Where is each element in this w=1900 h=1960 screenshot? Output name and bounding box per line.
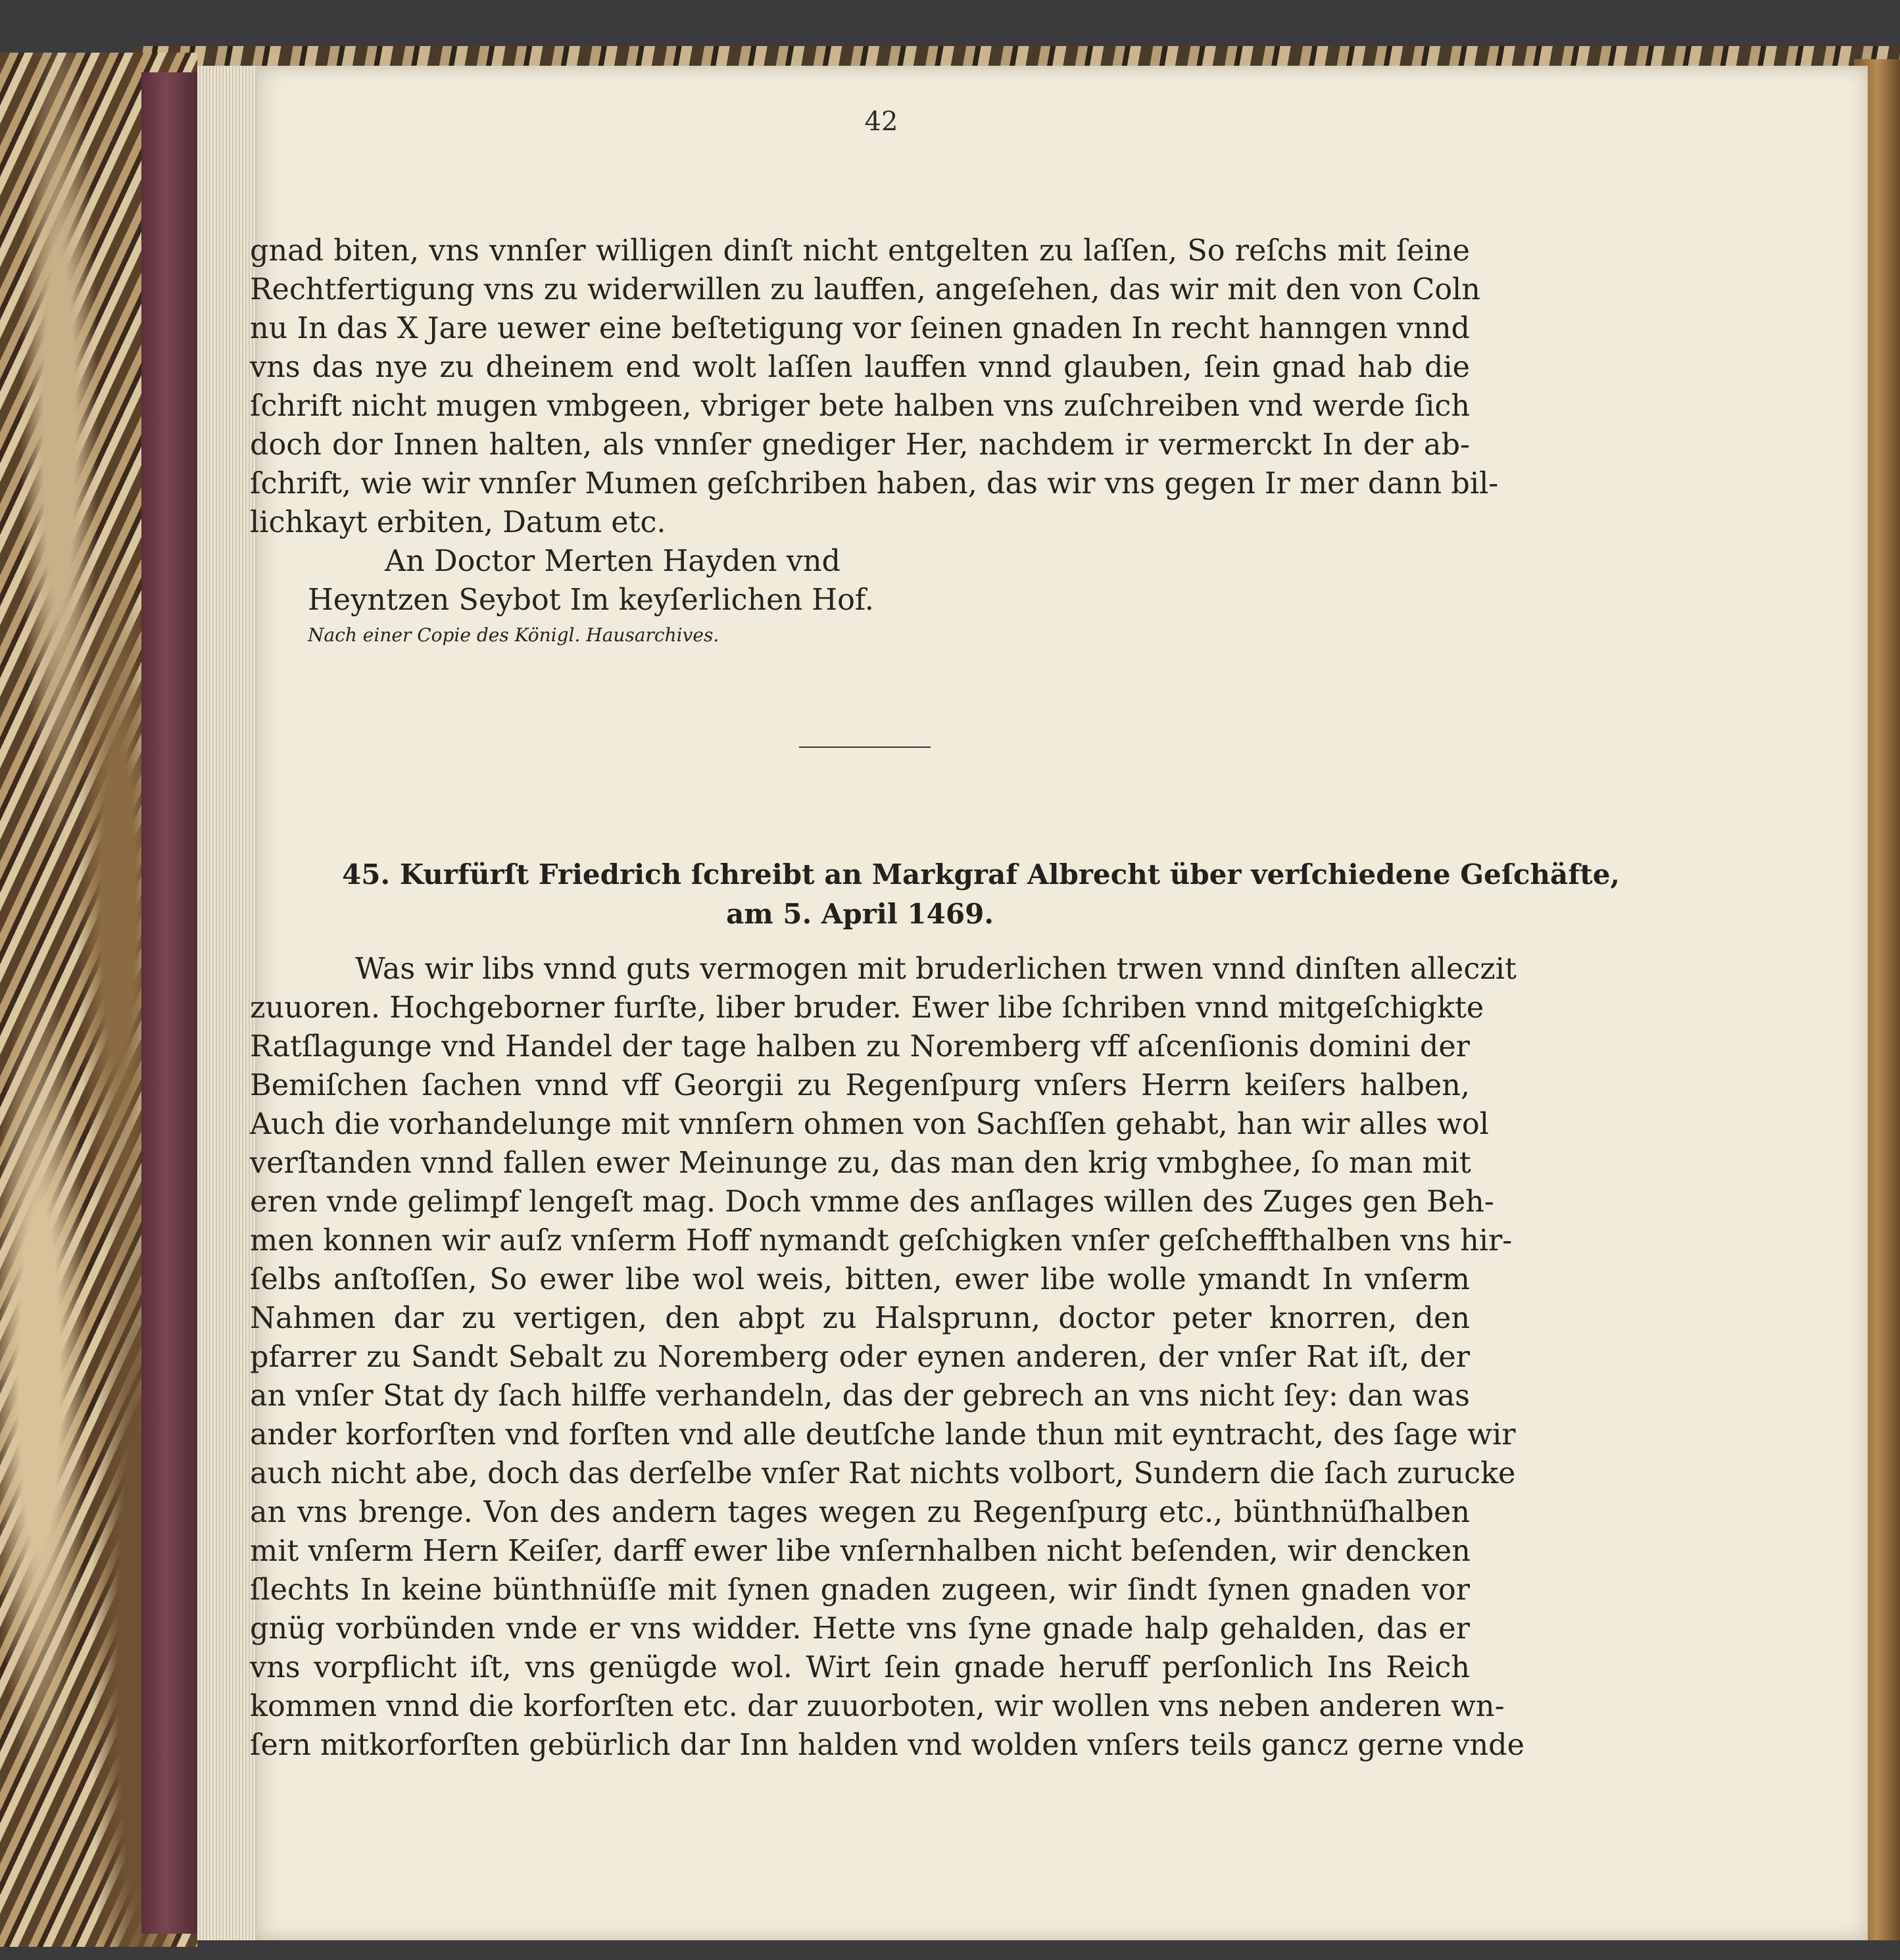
text-line: Nahmen dar zu vertigen, den abpt zu Halsprunn, doctor peter knorren, den <box>250 1302 1470 1335</box>
text-line: doch dor Innen halten, als vnnſer gnediger Her, nachdem ir vermerckt In der ab- <box>250 428 1470 462</box>
text-line: zuuoren. Hochgeborner furſte, liber bruder. Ewer libe ſchriben vnnd mitgeſchigkte <box>250 991 1484 1025</box>
text-line: an vns brenge. Von des andern tages wegen zu Regenſpurg etc., bünthnüſhalben <box>250 1496 1470 1529</box>
letter-end-text <box>250 232 1499 649</box>
address-line: An Doctor Merten Hayden vnd <box>385 545 841 578</box>
text-line: auch nicht abe, doch das derſelbe vnſer Rat nichts volbort, Sundern die ſach zurucke <box>250 1457 1516 1490</box>
text-line: ſchrift, wie wir vnnſer Mumen geſchriben haben, das wir vns gegen Ir mer dann bil- <box>250 467 1499 501</box>
address-line: Heyntzen Seybot Im keyſerlichen Hof. <box>308 583 874 617</box>
text-line: nu In das X Jare uewer eine beſtetigung vor ſeinen gnaden In recht hanngen vnnd <box>250 312 1470 345</box>
document-body-text <box>250 950 1524 1765</box>
text-line: men konnen wir auſz vnſerm Hoff nymandt geſchigken vnſer geſcheffthalben vns hir- <box>250 1224 1513 1258</box>
text-line: an vnſer Stat dy ſach hilffe verhandeln, das der gebrech an vns nicht ſey: dan was <box>250 1379 1470 1413</box>
text-line: kommen vnnd die korforſten etc. dar zuuorboten, wir wollen vns neben anderen wn- <box>250 1690 1505 1723</box>
section-divider <box>799 747 931 748</box>
heading-title: 45. Kurfürſt Friedrich ſchreibt an Markgraf Albrecht über verſchiedene Geſchäfte, <box>342 858 1620 891</box>
heading-date: am 5. April 1469. <box>726 898 994 930</box>
text-line: Bemiſchen ſachen vnnd vff Georgii zu Regenſpurg vnſers Herrn keiſers halben, <box>250 1069 1470 1102</box>
text-line: vns vorpflicht iſt, vns genügde wol. Wirt ſein gnade heruff perſonlich Ins Reich <box>250 1651 1470 1684</box>
text-line: Ratſlagunge vnd Handel der tage halben zu Noremberg vff aſcenſionis domini der <box>250 1030 1470 1064</box>
text-line: Rechtfertigung vns zu widerwillen zu lauffen, angeſehen, das wir mit den von Coln <box>250 273 1480 306</box>
text-line: gnüg vorbünden vnde er vns widder. Hette vns ſyne gnade halp gehalden, das er <box>250 1612 1470 1646</box>
text-line: ſchrift nicht mugen vmbgeen, vbriger bete halben vns zuſchreiben vnd werde ſich <box>250 389 1470 423</box>
text-line: ander korforſten vnd forſten vnd alle deutſche lande thun mit eyntracht, des ſage wir <box>250 1418 1516 1452</box>
document-heading <box>250 855 1620 934</box>
text-line: eren vnde gelimpf lengeſt mag. Doch vmme des anſlages willen des Zuges gen Beh- <box>250 1185 1494 1219</box>
page-edges <box>197 66 256 1940</box>
page-number: 42 <box>864 107 898 137</box>
text-line: gnad biten, vns vnnſer willigen dinſt nicht entgelten zu laſſen, So reſchs mit ſeine <box>250 234 1470 268</box>
text-line: vns das nye zu dheinem end wolt laſſen lauffen vnnd glauben, ſein gnad hab die <box>250 351 1470 384</box>
text-line: ſern mitkorforſten gebürlich dar Inn halden vnd wolden vnſers teils gancz gerne vnde <box>250 1728 1524 1762</box>
text-line: Auch die vorhandelunge mit vnnſern ohmen von Sachſſen gehabt, han wir alles wol <box>250 1108 1489 1141</box>
cover-spine <box>141 72 201 1934</box>
text-line: lichkayt erbiten, Datum etc. <box>250 506 666 539</box>
text-line: mit vnſerm Hern Keiſer, darff ewer libe vnſernhalben nicht beſenden, wir dencken <box>250 1534 1471 1568</box>
text-line: verſtanden vnnd fallen ewer Meinunge zu, das man den krig vmbghee, ſo man mit <box>250 1146 1471 1180</box>
text-line: ſelbs anſtoſſen, So ewer libe wol weis, bitten, ewer libe wolle ymandt In vnſerm <box>250 1263 1470 1296</box>
text-line: pfarrer zu Sandt Sebalt zu Noremberg oder eynen anderen, der vnſer Rat iſt, der <box>250 1340 1470 1374</box>
text-line: ſlechts In keine bünthnüſſe mit ſynen gnaden zugeen, wir ſindt ſynen gnaden vor <box>250 1573 1470 1607</box>
text-line: Was wir libs vnnd guts vermogen mit bruderlichen trwen vnnd dinſten alleczit <box>355 952 1517 986</box>
source-note: Nach einer Copie des Königl. Hausarchives. <box>308 624 719 646</box>
